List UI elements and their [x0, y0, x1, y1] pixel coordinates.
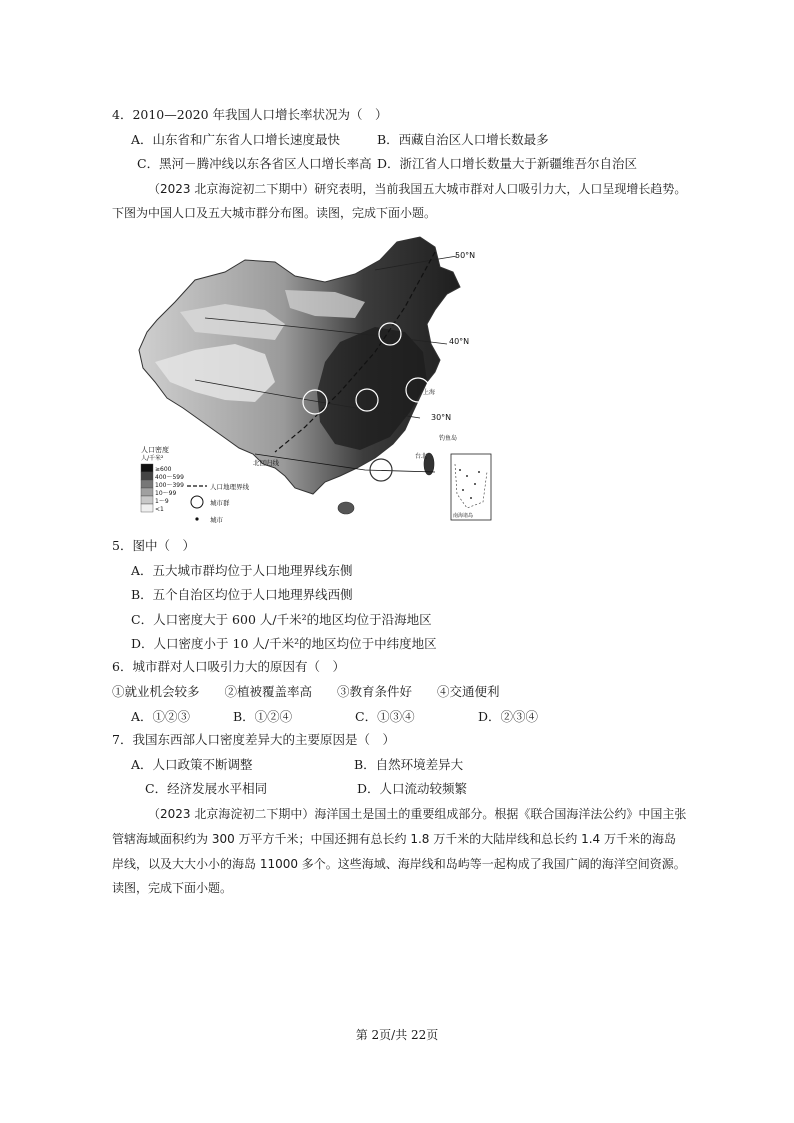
q6-option-c: C．①③④	[355, 709, 415, 724]
q4-stem: 4．2010—2020 年我国人口增长率状况为（ ）	[112, 107, 388, 122]
intro2-line2: 管辖海域面积约为 300 万平方千米；中国还拥有总长约 1.8 万千米的大陆岸线和总长约 1.4 万千米的海岛	[112, 832, 676, 846]
intro1-line1: （2023 北京海淀初二下期中）研究表明，当前我国五大城市群对人口吸引力大，人口呈现增长趋势。	[148, 182, 687, 196]
lat-50-label: 50°N	[455, 251, 476, 260]
intro2-line4: 读图，完成下面小题。	[112, 881, 233, 895]
legend-title: 人口密度	[141, 446, 169, 454]
q5-option-a: A．五大城市群均位于人口地理界线东侧	[131, 563, 353, 578]
map-legend	[141, 445, 250, 524]
q6-items: ①就业机会较多 ②植被覆盖率高 ③教育条件好 ④交通便利	[112, 684, 500, 699]
tropic-label: 北回归线	[253, 459, 279, 467]
shanghai-label: 上海	[423, 389, 436, 396]
diaoyu-label: 钓鱼岛	[439, 435, 458, 442]
q7-option-a: A．人口政策不断调整	[131, 757, 253, 772]
q6-option-b: B．①②④	[233, 709, 293, 724]
legend-unit: 人/千米²	[141, 455, 164, 462]
q6-option-a: A．①②③	[131, 709, 191, 724]
legend-class-5: <1	[155, 506, 164, 513]
legend-class-2: 100～399	[155, 482, 184, 489]
q7-stem: 7．我国东西部人口密度差异大的主要原因是（ ）	[112, 732, 395, 747]
q4-option-a: A．山东省和广东省人口增长速度最快	[131, 132, 341, 147]
q7-option-c: C．经济发展水平相同	[145, 781, 268, 796]
nanhai-inset	[451, 454, 491, 520]
q7-option-d: D．人口流动较频繁	[357, 781, 468, 796]
legend-class-1: 400～599	[155, 474, 184, 481]
lat-40-label: 40°N	[449, 337, 470, 346]
legend-city: 城市	[210, 516, 223, 524]
lat-30-label: 30°N	[431, 413, 452, 422]
nanhai-label: 南海诸岛	[453, 513, 474, 519]
legend-class-4: 1～9	[155, 498, 169, 505]
q5-option-c: C．人口密度大于 600 人/千米²的地区均位于沿海地区	[131, 612, 432, 627]
q6-option-d: D．②③④	[478, 709, 539, 724]
hainan	[338, 502, 354, 514]
q5-stem: 5．图中（ ）	[112, 538, 195, 553]
q7-option-b: B．自然环境差异大	[354, 757, 464, 772]
intro2-line1: （2023 北京海淀初二下期中）海洋国土是国土的重要组成部分。根据《联合国海洋法公约》中国主张	[148, 807, 687, 821]
taibei-label: 台北	[415, 453, 428, 460]
legend-cluster: 城市群	[210, 499, 230, 507]
intro2-line3: 岸线，以及大大小小的海岛 11000 多个。这些海域、海岸线和岛屿等一起构成了我国广阔的海洋空间资源。	[112, 857, 686, 871]
legend-class-3: 10～99	[155, 490, 177, 497]
q5-option-d: D．人口密度小于 10 人/千米²的地区均位于中纬度地区	[131, 636, 437, 651]
china-population-map	[135, 232, 500, 530]
legend-class-0: ≥600	[155, 466, 172, 473]
q6-stem: 6．城市群对人口吸引力大的原因有（ ）	[112, 659, 345, 674]
q5-option-b: B．五个自治区均位于人口地理界线西侧	[131, 587, 353, 602]
page-footer: 第 2页/共 22页	[355, 1028, 439, 1042]
intro1-line2: 下图为中国人口及五大城市群分布图。读图，完成下面小题。	[112, 206, 437, 220]
q4-option-d: D．浙江省人口增长数量大于新疆维吾尔自治区	[377, 156, 638, 171]
q4-option-c: C．黑河－腾冲线以东各省区人口增长率高	[137, 156, 372, 171]
q4-option-b: B．西藏自治区人口增长数最多	[377, 132, 549, 147]
legend-boundary: 人口地理界线	[210, 483, 249, 491]
